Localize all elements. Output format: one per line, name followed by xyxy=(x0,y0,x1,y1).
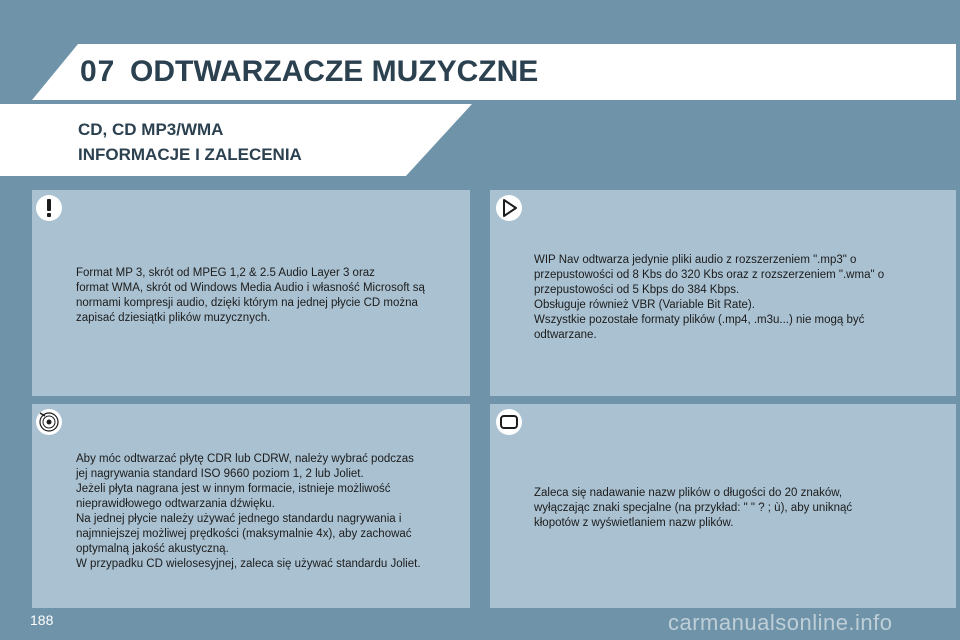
chapter-number: 07 xyxy=(80,55,116,88)
section-title-line1: CD, CD MP3/WMA xyxy=(78,120,224,139)
chapter-title: ODTWARZACZE MUZYCZNE xyxy=(130,55,539,88)
disc-icon xyxy=(34,407,64,437)
panel-text-formats: Format MP 3, skrót od MPEG 1,2 & 2.5 Audio Layer 3 oraz format WMA, skrót od Windows Media Audio i własność Microsoft są normami kompresji audio, dzięki którym na jednej płycie CD można zapisać dziesiątki plików muzycznych. xyxy=(76,267,425,324)
exclamation-icon xyxy=(34,193,64,223)
section-title-line2: INFORMACJE I ZALECENIA xyxy=(78,145,302,164)
watermark: carmanualsonline.info xyxy=(668,610,893,635)
page-number: 188 xyxy=(30,612,54,628)
play-triangle-icon xyxy=(494,193,524,223)
rounded-rect-icon xyxy=(494,407,524,437)
panel-text-supported-files: WIP Nav odtwarza jedynie pliki audio z rozszerzeniem ".mp3" o przepustowości od 8 Kbs do 320 Kbs oraz z rozszerzeniem ".wma" o przepustowości od 5 Kbps do 384 Kbps. Obsługuje również VBR (Variable Bit Rate). Wszystkie pozostałe formaty plików (.mp4, .m3u...) nie mogą być odtwarzane. xyxy=(534,254,885,341)
panel-text-disc-recording: Aby móc odtwarzać płytę CDR lub CDRW, należy wybrać podczas jej nagrywania standard ISO 9660 poziom 1, 2 lub Joliet. Jeżeli płyta nagrana jest w innym formacie, istnieje możliwość nieprawidłowego odtwarzania dźwięku. Na jednej płycie należy używać jednego standardu nagrywania i najmniejszej możliwej prędkości (maksymalnie 4x), aby zachować optymalną jakość akustyczną. W przypadku CD wielosesyjnej, zaleca się używać standardu Joliet. xyxy=(76,453,421,570)
section-header-band xyxy=(0,104,472,176)
panel-text-file-names: Zaleca się nadawanie nazw plików o długości do 20 znaków, wyłączając znaki specjalne (na przykład: " " ? ; ù), aby uniknąć kłopotów z wyświetlaniem nazw plików. xyxy=(534,487,853,529)
